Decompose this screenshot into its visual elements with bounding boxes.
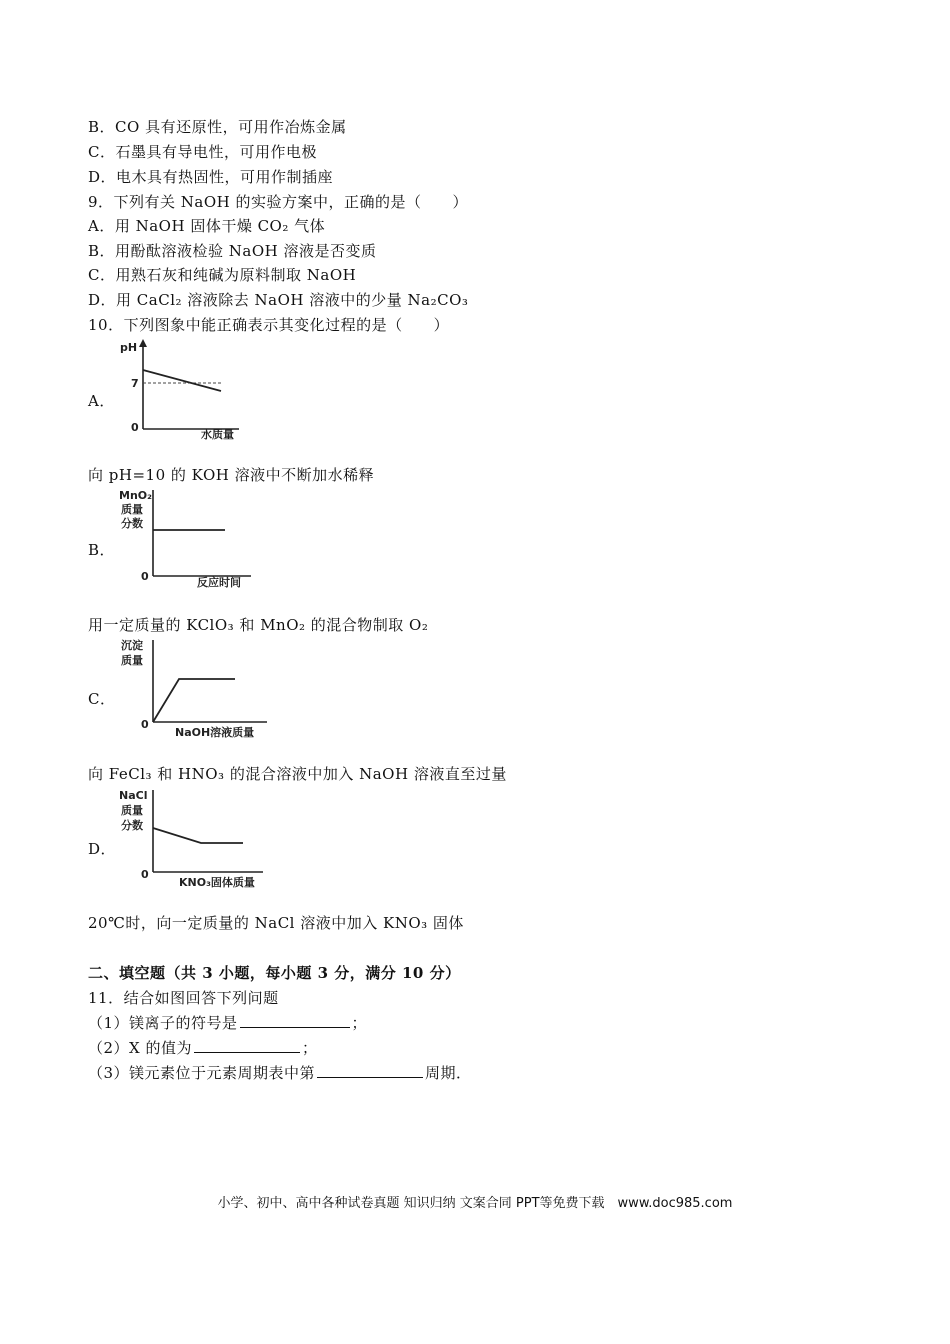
q9-stem: 9．下列有关 NaOH 的实验方案中，正确的是（ ） xyxy=(88,193,469,211)
q11-part1-suffix: ； xyxy=(351,1014,368,1032)
graph-b-origin: 0 xyxy=(141,570,149,583)
page-footer: 小学、初中、高中各种试卷真题 知识归纳 文案合同 PPT等免费下载 www.doc985.com xyxy=(217,1196,733,1211)
q9-option-c: C．用熟石灰和纯碱为原料制取 NaOH xyxy=(88,266,357,284)
q10-graph-c xyxy=(117,636,273,744)
q11-part2-suffix: ； xyxy=(302,1039,318,1057)
graph-a-origin: 0 xyxy=(131,421,139,434)
q10-option-d-caption: 20℃时，向一定质量的 NaCl 溶液中加入 KNO₃ 固体 xyxy=(88,914,464,932)
graph-c-origin: 0 xyxy=(141,718,149,731)
q11-part2 xyxy=(88,1038,318,1058)
graph-a-ytick: 7 xyxy=(131,377,139,390)
q10-option-c-letter: C． xyxy=(88,690,116,708)
section2-heading: 二、填空题（共 3 小题，每小题 3 分，满分 10 分） xyxy=(88,964,461,982)
q10-option-a-letter: A． xyxy=(88,392,115,410)
graph-b-ylabel-1: MnO₂ xyxy=(119,489,152,502)
graph-d-ylabel-1: NaCl xyxy=(119,789,148,802)
graph-d-origin: 0 xyxy=(141,868,149,881)
answer-blank-1[interactable] xyxy=(240,1013,350,1028)
q10-stem: 10．下列图象中能正确表示其变化过程的是（ ） xyxy=(88,316,450,334)
graph-d-ylabel-3: 分数 xyxy=(121,819,143,832)
graph-a-xlabel: 水质量 xyxy=(201,428,234,441)
q11-part2-prefix: （2）X 的值为 xyxy=(88,1039,192,1057)
q10-option-b-letter: B． xyxy=(88,541,116,559)
graph-b-ylabel-3: 分数 xyxy=(121,517,143,530)
q9-option-d: D．用 CaCl₂ 溶液除去 NaOH 溶液中的少量 Na₂CO₃ xyxy=(88,291,469,309)
q11-part1-prefix: （1）镁离子的符号是 xyxy=(88,1014,238,1032)
q10-option-d-letter: D． xyxy=(88,840,117,858)
graph-b-ylabel-2: 质量 xyxy=(121,503,143,516)
q10-graph-b xyxy=(117,486,255,594)
graph-a-ylabel: pH xyxy=(120,341,138,354)
q11-stem: 11．结合如图回答下列问题 xyxy=(88,989,279,1007)
answer-blank-3[interactable] xyxy=(317,1063,423,1078)
graph-d-ylabel-2: 质量 xyxy=(121,804,143,817)
q9-option-a: A．用 NaOH 固体干燥 CO₂ 气体 xyxy=(88,217,326,235)
graph-c-ylabel-1: 沉淀 xyxy=(121,639,143,652)
graph-d-xlabel: KNO₃固体质量 xyxy=(179,876,255,889)
q8-option-b: B．CO 具有还原性，可用作冶炼金属 xyxy=(88,118,347,136)
q11-part3 xyxy=(88,1063,472,1083)
q8-option-c: C．石墨具有导电性，可用作电极 xyxy=(88,143,317,161)
q10-option-c-caption: 向 FeCl₃ 和 HNO₃ 的混合溶液中加入 NaOH 溶液直至过量 xyxy=(88,765,507,783)
graph-c-ylabel-2: 质量 xyxy=(121,654,143,667)
q11-part3-prefix: （3）镁元素位于元素周期表中第 xyxy=(88,1064,316,1082)
q11-part1 xyxy=(88,1013,367,1033)
answer-blank-2[interactable] xyxy=(194,1038,300,1053)
q9-option-b: B．用酚酞溶液检验 NaOH 溶液是否变质 xyxy=(88,242,377,260)
q10-option-b-caption: 用一定质量的 KClO₃ 和 MnO₂ 的混合物制取 O₂ xyxy=(88,616,429,634)
q10-graph-d xyxy=(117,786,267,894)
q8-option-d: D．电木具有热固性，可用作制插座 xyxy=(88,168,334,186)
q11-part3-suffix: 周期． xyxy=(425,1064,472,1082)
q10-option-a-caption: 向 pH=10 的 KOH 溶液中不断加水稀释 xyxy=(88,466,375,484)
graph-b-xlabel: 反应时间 xyxy=(197,576,241,589)
q10-graph-a xyxy=(117,337,249,445)
graph-c-xlabel: NaOH溶液质量 xyxy=(175,726,255,739)
